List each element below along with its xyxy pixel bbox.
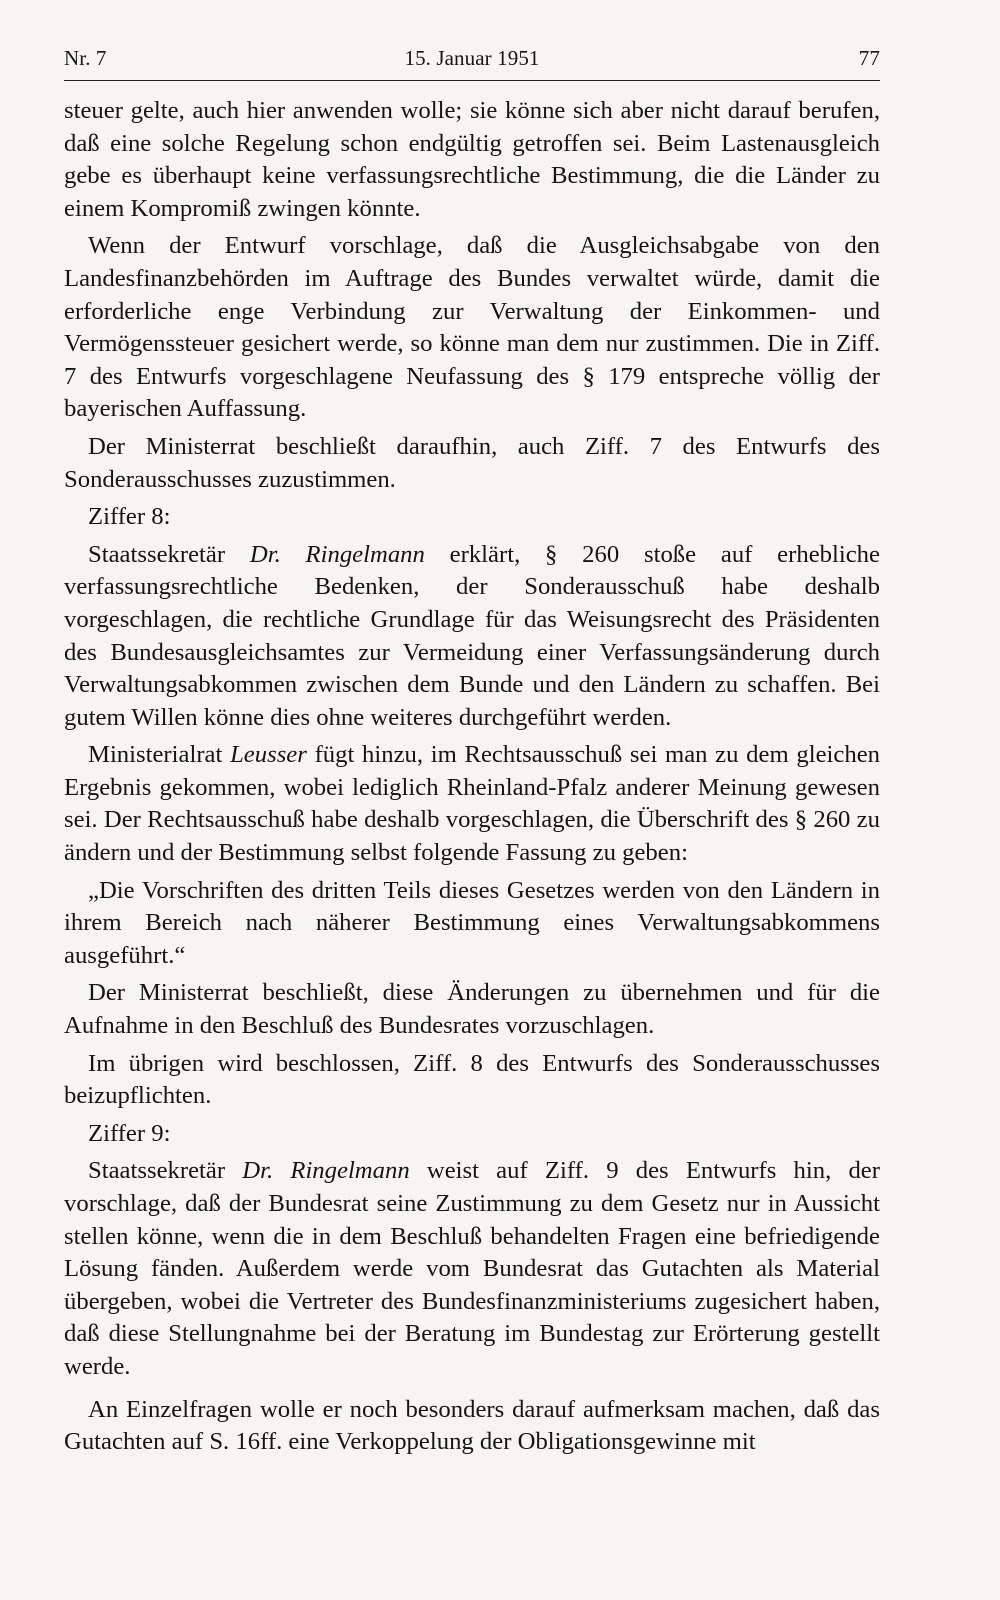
quotation: „Die Vorschriften des dritten Teils dieses Gesetzes werden von den Ländern in ihrem Bereich nach näherer Bestimmung eines Verwaltungsabkommens ausgeführt.“: [64, 876, 880, 969]
speaker-name: Dr. Ringelmann: [249, 540, 425, 568]
body-text: [64, 95, 880, 1459]
paragraph-5-prefix: Staatssekretär: [88, 540, 250, 568]
header-rule: [64, 80, 880, 81]
paragraph-12: An Einzelfragen wolle er noch besonders darauf aufmerksam machen, daß das Gutachten auf S. 16ff. eine Verkoppelung der Obligationsgewinne mit: [64, 1395, 880, 1456]
issue-date: 15. Januar 1951: [404, 46, 540, 70]
section-heading-ziffer-9: Ziffer 9:: [88, 1119, 171, 1147]
paragraph-3: Der Ministerrat beschließt daraufhin, auch Ziff. 7 des Entwurfs des Sonderausschusses zuzustimmen.: [64, 432, 880, 493]
paragraph-6-prefix: Ministerialrat: [88, 741, 231, 769]
paragraph-11-prefix: Staatssekretär: [88, 1157, 243, 1185]
paragraph-6: [64, 739, 880, 869]
section-heading-ziffer-8: Ziffer 8:: [88, 503, 171, 531]
paragraph-5: [64, 539, 880, 735]
paragraph-6-text: fügt hinzu, im Rechtsausschuß sei man zu dem gleichen Ergebnis gekommen, wobei lediglich Rheinland-Pfalz anderer Meinung gewesen sei. Der Rechtsausschuß habe deshalb vorgeschlagen, die Überschrift des § 260 zu ändern und der Bestimmung selbst folgende Fassung zu geben:: [64, 741, 880, 867]
running-head: [64, 44, 880, 80]
paragraph-11: [64, 1155, 880, 1383]
paragraph-2: Wenn der Entwurf vorschlage, daß die Ausgleichsabgabe von den Landesfinanzbehörden im Auftrage des Bundes verwaltet würde, damit die erforderliche enge Verbindung zur Verwaltung der Einkommen- und Vermögenssteuer gesichert werde, so könne man dem nur zustimmen. Die in Ziff. 7 des Entwurfs vorgeschlagene Neufassung des § 179 entspreche völlig der bayerischen Auffassung.: [64, 232, 880, 423]
speaker-name: Leusser: [230, 741, 307, 769]
paragraph-1: steuer gelte, auch hier anwenden wolle; sie könne sich aber nicht darauf berufen, daß eine solche Regelung schon endgültig getroffen sei. Beim Lastenausgleich gebe es überhaupt keine verfassungsrechtliche Bestimmung, die die Länder zu einem Kompromiß zwingen könnte.: [64, 97, 880, 222]
paragraph-5-text: erklärt, § 260 stoße auf erhebliche verfassungsrechtliche Bedenken, der Sonderausschuß habe deshalb vorgeschlagen, die rechtliche Grundlage für das Weisungsrecht des Präsidenten des Bundesausgleichsamtes zur Vermeidung einer Verfassungsänderung durch Verwaltungsabkommen zwischen dem Bunde und den Ländern zu schaffen. Bei gutem Willen könne dies ohne weiteres durchgeführt werden.: [64, 540, 880, 731]
page-number: 77: [858, 46, 880, 70]
paragraph-8: Der Ministerrat beschließt, diese Änderungen zu übernehmen und für die Aufnahme in den Beschluß des Bundesrates vorzuschlagen.: [64, 979, 880, 1040]
paragraph-9: Im übrigen wird beschlossen, Ziff. 8 des Entwurfs des Sonderausschusses beizupflichten.: [64, 1049, 880, 1110]
paragraph-11-text: weist auf Ziff. 9 des Entwurfs hin, der vorschlage, daß der Bundesrat seine Zustimmung zu dem Gesetz nur in Aussicht stellen könne, wenn die in dem Beschluß behandelten Fragen eine befriedigende Lösung fänden. Außerdem werde vom Bundesrat das Gutachten als Material übergeben, wobei die Vertreter des Bundesfinanzministeriums zugesichert haben, daß diese Stellungnahme bei der Beratung im Bundestag zur Erörterung gestellt werde.: [64, 1157, 880, 1380]
speaker-name: Dr. Ringelmann: [242, 1157, 410, 1185]
issue-number: Nr. 7: [64, 46, 107, 70]
